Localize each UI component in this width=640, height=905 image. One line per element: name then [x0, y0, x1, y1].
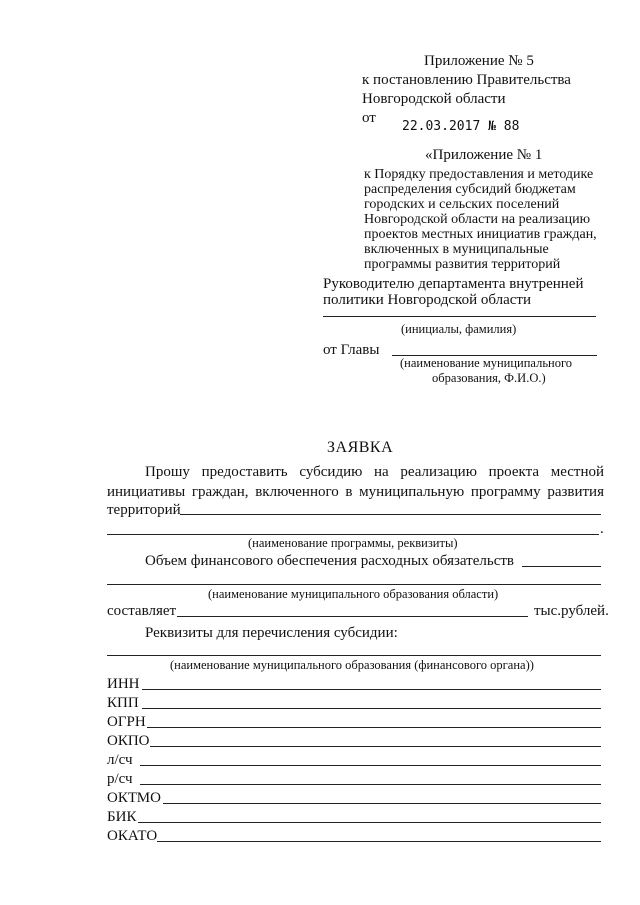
from-head-label: от Главы: [323, 342, 380, 358]
order-line-6: включенных в муниципальные: [364, 242, 549, 257]
program-line-1: [180, 514, 601, 515]
financial-body-line: [107, 655, 601, 656]
municipality-name-caption: (наименование муниципального образования области): [208, 587, 499, 601]
field-line-ls: [140, 765, 601, 766]
volume-line-2: [107, 584, 601, 585]
order-line-5: проектов местных инициатив граждан,: [364, 227, 597, 242]
field-label-oktmo: ОКТМО: [107, 790, 161, 806]
financial-body-caption: (наименование муниципального образования (финансового органа)): [170, 658, 534, 672]
volume-label: Объем финансового обеспечения расходных обязательств: [145, 553, 515, 569]
field-line-okpo: [150, 746, 601, 747]
initials-caption: (инициалы, фамилия): [401, 322, 517, 336]
volume-line-1: [522, 566, 601, 567]
field-label-okpo: ОКПО: [107, 733, 150, 749]
field-label-okato: ОКАТО: [107, 828, 158, 844]
document-title: ЗАЯВКА: [327, 439, 394, 456]
from-label: от: [362, 110, 376, 126]
field-label-rs: р/сч: [107, 771, 133, 787]
field-line-rs: [140, 784, 601, 785]
thousand-rubles-label: тыс.рублей.: [534, 603, 609, 619]
para1-line-2: инициативы граждан, включенного в муниципальную программу развития: [107, 484, 604, 500]
program-line-2: [107, 534, 599, 535]
program-period: .: [600, 521, 604, 537]
appendix-1-title: «Приложение № 1: [425, 147, 543, 163]
order-line-3: городских и сельских поселений: [364, 197, 560, 212]
order-line-2: распределения субсидий бюджетам: [364, 182, 576, 197]
amounts-to-label: составляет: [107, 603, 177, 619]
order-line-4: Новгородской области на реализацию: [364, 212, 591, 227]
field-label-ogrn: ОГРН: [107, 714, 146, 730]
date-number: 22.03.2017 № 88: [402, 119, 520, 134]
field-line-bik: [138, 822, 601, 823]
municipality-caption-2: образования, Ф.И.О.): [432, 371, 546, 385]
addressee-line-1: Руководителю департамента внутренней: [323, 276, 584, 292]
field-label-ls: л/сч: [107, 752, 133, 768]
para1-line-3: территорий: [107, 502, 181, 518]
initials-line: [323, 316, 596, 317]
municipality-caption-1: (наименование муниципального: [400, 356, 573, 370]
para1-line-1: Прошу предоставить субсидию на реализацию проекта местной: [145, 464, 604, 480]
field-label-bik: БИК: [107, 809, 137, 825]
order-line-7: программы развития территорий: [364, 257, 561, 272]
program-caption: (наименование программы, реквизиты): [248, 536, 458, 550]
appendix-5-title: Приложение № 5: [424, 53, 534, 69]
field-line-inn: [142, 689, 601, 690]
field-label-kpp: КПП: [107, 695, 139, 711]
field-line-okato: [157, 841, 601, 842]
region-name: Новгородской области: [362, 91, 506, 107]
addressee-line-2: политики Новгородской области: [323, 292, 531, 308]
amount-line: [177, 616, 528, 617]
resolution-ref: к постановлению Правительства: [362, 72, 571, 88]
field-line-kpp: [142, 708, 601, 709]
field-line-oktmo: [163, 803, 601, 804]
order-line-1: к Порядку предоставления и методике: [364, 167, 594, 182]
field-label-inn: ИНН: [107, 676, 140, 692]
requisites-label: Реквизиты для перечисления субсидии:: [145, 625, 398, 641]
field-line-ogrn: [147, 727, 601, 728]
